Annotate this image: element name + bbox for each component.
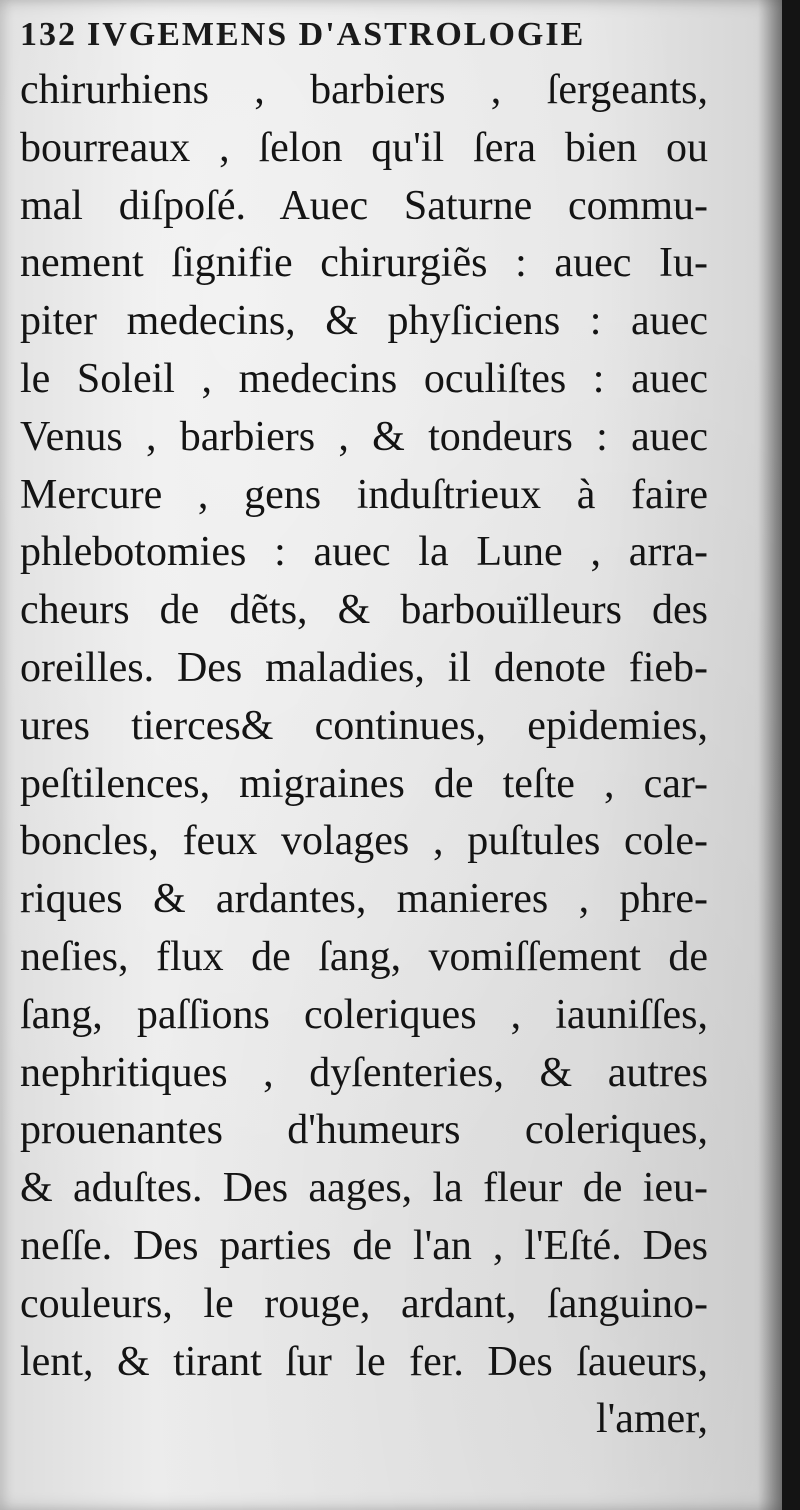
text-line: bourreaux , ſelon qu'il ſera bien ou [20,124,708,171]
text-line: & aduſtes. Des aages, la fleur de ieu- [20,1165,708,1212]
text-line: prouenantes d'humeurs coleriques, [20,1107,708,1154]
text-line: le Soleil , medecins oculiſtes : auec [20,355,708,402]
text-line: chirurhiens , barbiers , ſergeants, [20,67,708,113]
catchword: l'amer, [596,1396,708,1443]
text-line: ſang, paſſions coleriques , iauniſſes, [20,991,708,1038]
page-edge-shadow [758,0,782,1510]
text-line: cheurs de dẽts, & barbouïlleurs des [20,587,708,634]
text-line: phlebotomies : auec la Lune , arra- [20,529,708,576]
running-title: IVGEMENS D'ASTROLOGIE [87,16,586,53]
text-line: nephritiques , dyſenteries, & autres [20,1049,708,1096]
text-line: neſies, flux de ſang, vomiſſement de [20,933,708,980]
text-line: piter medecins, & phyſiciens : auec [20,298,708,345]
body-text [20,62,708,1449]
text-line: peſtilences, migraines de teſte , car- [20,760,708,807]
text-line: Mercure , gens induſtrieux à faire [20,471,708,518]
text-line: boncles, feux volages , puſtules cole- [20,818,708,865]
text-line: couleurs, le rouge, ardant, ſanguino- [20,1280,708,1327]
text-line: riques & ardantes, manieres , phre- [20,876,708,923]
text-line: oreilles. Des maladies, il denote fieb- [20,644,708,691]
text-line: neſſe. Des parties de l'an , l'Eſté. Des [20,1222,708,1269]
page-number: 132 [20,16,77,53]
text-line: nement ſignifie chirurgiẽs : auec Iu- [20,240,708,287]
text-line: mal diſpoſé. Auec Saturne commu- [20,182,708,229]
text-line: lent, & tirant ſur le fer. Des ſaueurs, [20,1338,708,1385]
text-line: Venus , barbiers , & tondeurs : auec [20,413,708,460]
running-header [20,16,720,56]
text-line: ures tierces& continues, epidemies, [20,702,708,749]
